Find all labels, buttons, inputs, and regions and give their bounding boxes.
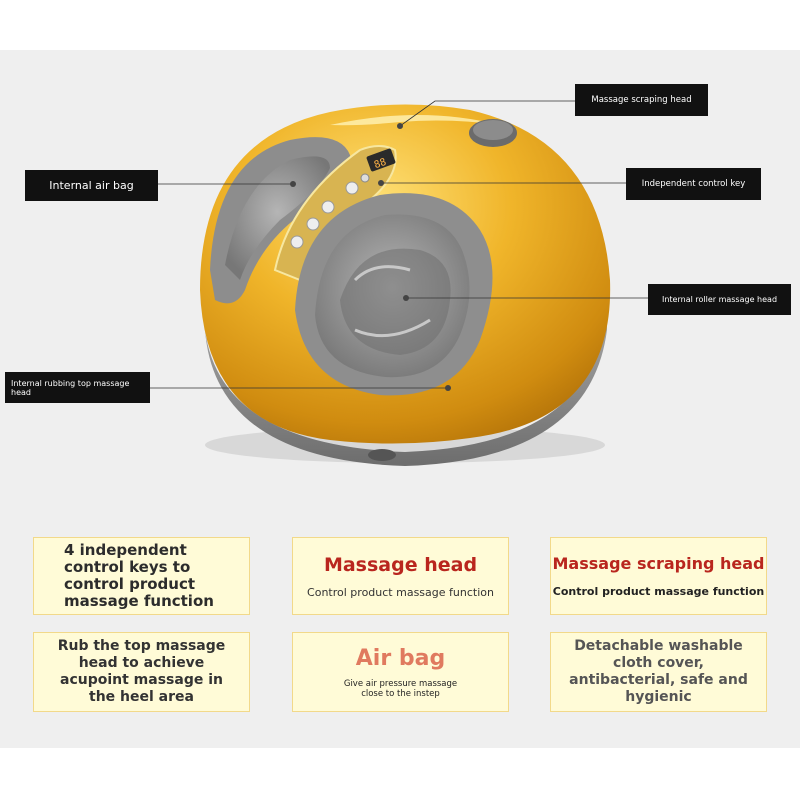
feature-title: Massage head [323, 553, 478, 576]
callout-rubbing-head: Internal rubbing top massage head [5, 372, 150, 403]
control-key-3 [307, 218, 319, 230]
feature-title: Air bag [355, 645, 446, 671]
feature-card-scraping-head [550, 537, 767, 615]
callout-control-key: Independent control key [626, 168, 761, 200]
feature-title: Rub the top massage head to achieve acupoint massage in the heel area [57, 638, 226, 705]
control-key-1 [346, 182, 358, 194]
feature-title: Detachable washable cloth cover, antibacterial, safe and hygienic [569, 638, 748, 705]
feature-subtitle: Control product massage function [307, 585, 494, 599]
feature-card-control-keys [33, 537, 250, 615]
callout-roller-head: Internal roller massage head [648, 284, 791, 315]
callout-scraping-head: Massage scraping head [575, 84, 708, 116]
feature-title: Massage scraping head [552, 554, 765, 573]
control-key-4 [291, 236, 303, 248]
feature-card-air-bag [292, 632, 509, 712]
feature-subtitle: Give air pressure massage close to the instep [343, 678, 458, 699]
feature-card-massage-head [292, 537, 509, 615]
led-display: 88 [372, 156, 388, 172]
feature-card-cloth-cover [550, 632, 767, 712]
callout-air-bag: Internal air bag [25, 170, 158, 201]
feature-card-rubbing-head [33, 632, 250, 712]
control-key-2 [322, 201, 334, 213]
feature-subtitle: Control product massage function [552, 585, 765, 598]
feature-title: 4 independent control keys to control product massage function [64, 541, 214, 610]
